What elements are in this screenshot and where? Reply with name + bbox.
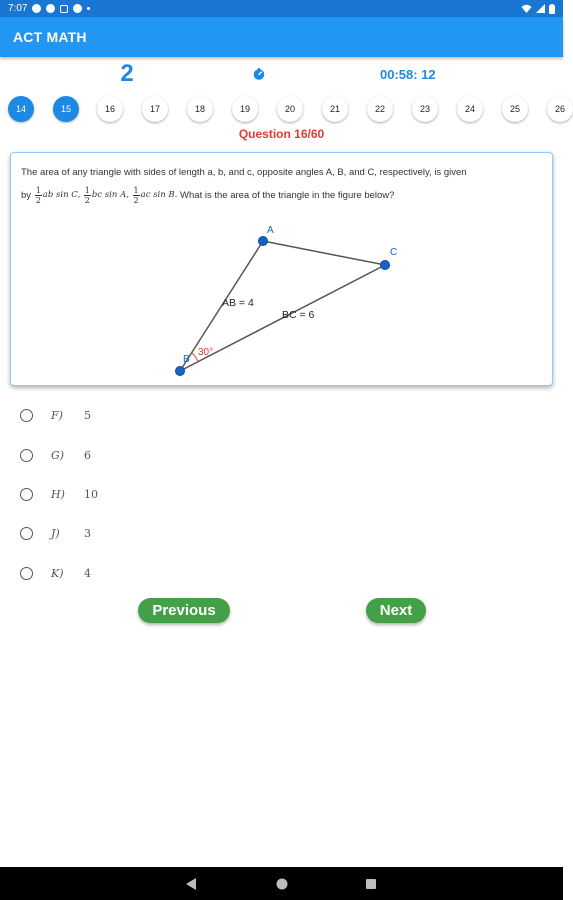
choice-value: 5 [84, 408, 91, 422]
label-b: B [183, 354, 190, 365]
question-text-end: What is the area of the triangle in the figure below? [180, 189, 395, 201]
battery-icon [549, 4, 555, 14]
wifi-icon [521, 4, 532, 13]
radio-button[interactable] [20, 449, 33, 462]
question-nav-item[interactable]: 25 [502, 96, 528, 122]
question-nav-item[interactable]: 22 [367, 96, 393, 122]
question-by: by [21, 189, 32, 201]
status-left [8, 3, 90, 14]
question-nav-item[interactable]: 21 [322, 96, 348, 122]
system-nav-icons [0, 867, 563, 900]
app-notification-icon [60, 5, 68, 13]
system-nav-bar [0, 867, 563, 900]
question-text-line1: The area of any triangle with sides of length a, b, and c, opposite angles A, B, and C, respectively, is given [21, 167, 467, 178]
fraction-half: $\frac{1}{2}$ [84, 185, 90, 205]
question-navigator[interactable] [0, 96, 563, 122]
choice-f[interactable] [20, 404, 220, 426]
choice-letter: F) [51, 408, 63, 422]
formula-3: ac sin B. [140, 190, 178, 200]
status-time: 7:07 [8, 3, 28, 14]
app-bar [0, 17, 563, 57]
choice-letter: K) [51, 566, 64, 580]
label-c: C [390, 247, 398, 258]
status-bar [0, 0, 563, 17]
question-nav-item[interactable]: 17 [142, 96, 168, 122]
choice-j[interactable] [20, 522, 220, 544]
question-nav-item[interactable]: 19 [232, 96, 258, 122]
question-counter: Question 16/60 [238, 127, 325, 141]
recents-icon[interactable] [366, 879, 376, 889]
previous-button[interactable]: Previous [138, 598, 230, 623]
question-nav-item[interactable]: 15 [53, 96, 79, 122]
choice-letter: H) [51, 487, 65, 501]
vertex-b [176, 367, 185, 376]
formula-2: bc sin A, [91, 190, 129, 200]
question-nav-item[interactable]: 23 [412, 96, 438, 122]
question-card [10, 152, 553, 386]
question-nav-item[interactable]: 24 [457, 96, 483, 122]
question-nav-item[interactable]: 18 [187, 96, 213, 122]
label-ab: AB = 4 [222, 297, 254, 309]
home-icon[interactable] [277, 879, 288, 890]
choice-h[interactable] [20, 483, 220, 505]
radio-button[interactable] [20, 409, 33, 422]
next-button[interactable]: Next [366, 598, 426, 623]
question-nav-item[interactable]: 16 [97, 96, 123, 122]
back-icon[interactable] [186, 878, 196, 890]
score-counter: 2 [120, 60, 134, 87]
triangle-figure [11, 153, 554, 387]
status-right [521, 4, 555, 14]
choice-value: 3 [84, 526, 91, 540]
question-nav-item[interactable]: 20 [277, 96, 303, 122]
formula-1: ab sin C, [42, 190, 81, 200]
radio-button[interactable] [20, 527, 33, 540]
question-nav-item[interactable]: 26 [547, 96, 573, 122]
question-nav-item[interactable]: 14 [8, 96, 34, 122]
cellular-signal-icon [536, 4, 545, 13]
vertex-a [259, 237, 268, 246]
choice-value: 4 [84, 566, 91, 580]
vertex-c [381, 261, 390, 270]
radio-button[interactable] [20, 567, 33, 580]
timer: 00:58: 12 [380, 67, 436, 82]
choice-value: 6 [84, 448, 91, 462]
label-bc: BC = 6 [282, 309, 315, 321]
choice-g[interactable] [20, 444, 220, 466]
fraction-half: $\frac{1}{2}$ [35, 185, 41, 205]
choice-letter: G) [51, 448, 65, 462]
choice-k[interactable] [20, 562, 220, 584]
notification-icon-2 [46, 4, 55, 13]
choice-value: 10 [84, 487, 98, 501]
notification-icon [32, 4, 41, 13]
choice-letter: J) [51, 526, 60, 540]
app-title: ACT MATH [13, 29, 87, 45]
more-notifications-icon [87, 7, 90, 10]
label-a: A [267, 225, 274, 236]
radio-button[interactable] [20, 488, 33, 501]
label-angle: 30° [198, 347, 214, 358]
fraction-half: $\frac{1}{2}$ [133, 185, 139, 205]
side-ac [263, 241, 385, 265]
timer-icon [253, 68, 265, 80]
store-notification-icon [73, 4, 82, 13]
